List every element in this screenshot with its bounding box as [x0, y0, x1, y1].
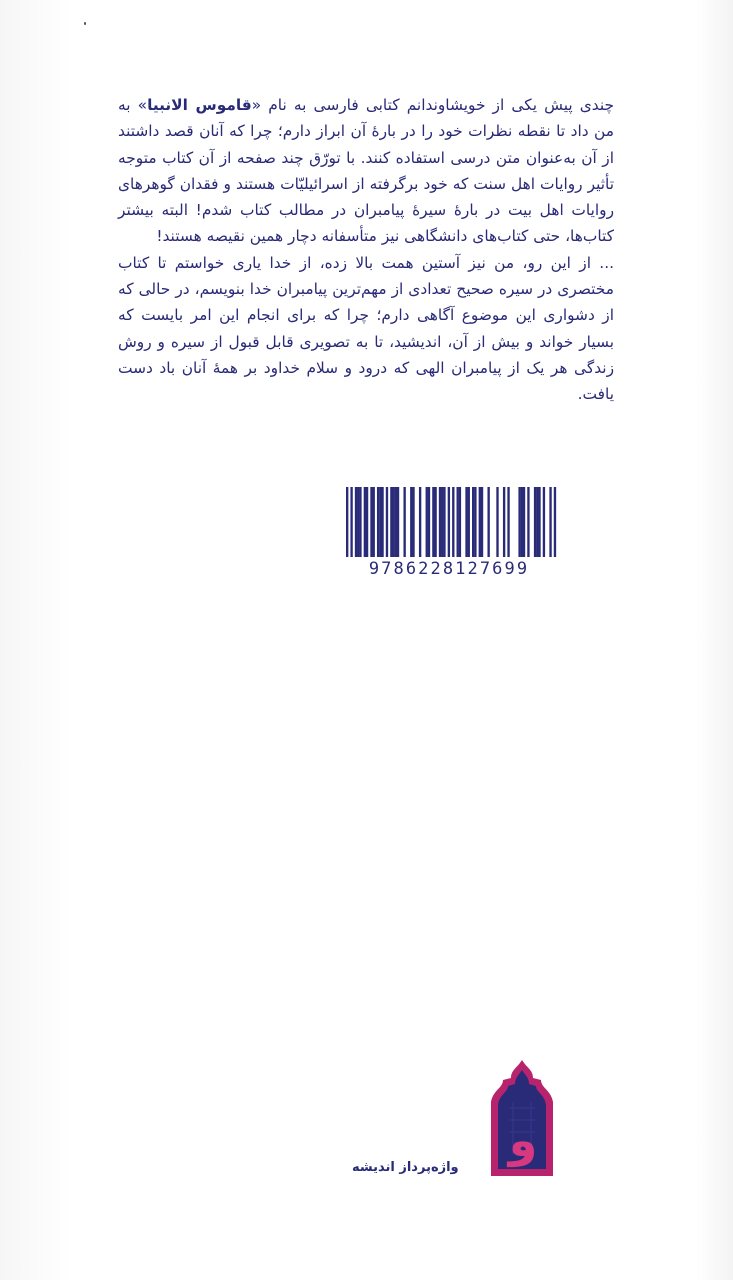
publisher-logo [487, 1058, 557, 1180]
barcode-bar [392, 487, 394, 557]
barcode-bar [496, 487, 498, 557]
barcode-bar [395, 487, 397, 557]
book-title-reference: قاموس الانبیا [147, 96, 252, 114]
barcode-bar [521, 487, 523, 557]
barcode-bar [355, 487, 357, 557]
blurb-p1-part2: » به من داد تا نقطه نظرات خود را در بارهٔ آن ابراز دارم؛ چرا که آنان قصد داشتند از آن به‌عنوان متن درسی استفاده کنند. با تورّق چند صفحه از آن کتاب متوجه تأثیر روایات اهل سنت که خود برگرفته از اسرائیلیّات هستند و فقدان گوهرهای روایات اهل بیت در بارهٔ سیرهٔ پیامبران در مطالب کتاب شدم! البته بیشتر کتاب‌ها، حتی کتاب‌های دانشگاهی نیز متأسفانه دچار همین نقیصه هستند! [118, 96, 614, 246]
barcode-bar [426, 487, 428, 557]
barcode-bar [487, 487, 489, 557]
barcode-bar [538, 487, 540, 557]
barcode-bar [379, 487, 381, 557]
barcode-bar [518, 487, 520, 557]
barcode-bar [410, 487, 412, 557]
barcode-bar [527, 487, 529, 557]
barcode-bar [479, 487, 481, 557]
barcode-bar [439, 487, 441, 557]
barcode-bar [377, 487, 379, 557]
barcode-bar [536, 487, 538, 557]
barcode-bar [468, 487, 470, 557]
blurb-paragraph-1 [118, 92, 614, 250]
barcode-bar [474, 487, 476, 557]
barcode-bar [523, 487, 525, 557]
barcode-bar [373, 487, 375, 557]
barcode-bar [434, 487, 436, 557]
dust-speck [84, 22, 86, 25]
barcode-bar [432, 487, 434, 557]
barcode-bar [534, 487, 536, 557]
barcode-bar [403, 487, 405, 557]
barcode-bar [364, 487, 366, 557]
logo-letter: و [508, 1113, 538, 1167]
barcode-bar [386, 487, 388, 557]
back-cover-blurb [118, 92, 614, 408]
barcode-bar [359, 487, 361, 557]
barcode-bar [381, 487, 383, 557]
publisher-logo-emblem [487, 1058, 557, 1180]
blurb-p1-part1: چندی پیش یکی از خویشاوندانم کتابی فارسی به نام « [251, 96, 615, 114]
barcode-bar [366, 487, 368, 557]
barcode-bar [543, 487, 545, 557]
barcode-bar [441, 487, 443, 557]
barcode-bar [390, 487, 392, 557]
barcode-bar [370, 487, 372, 557]
barcode-bar [459, 487, 461, 557]
barcode-bar [412, 487, 414, 557]
barcode-bar [397, 487, 399, 557]
barcode-bar [419, 487, 421, 557]
barcode-bar [481, 487, 483, 557]
barcode-bar [507, 487, 509, 557]
publisher-name: واژه‌پرداز اندیشه [352, 1160, 459, 1175]
barcode-bar [465, 487, 467, 557]
barcode-bar [428, 487, 430, 557]
barcode-bar [503, 487, 505, 557]
isbn-number: 9786228127699 [338, 557, 560, 581]
barcode-bar [457, 487, 459, 557]
blurb-paragraph-2: ... از این رو، من نیز آستین همت بالا زده، از خدا یاری خواستم تا کتاب مختصری در سیره صحیح تعدادی از مهم‌ترین پیامبران خدا بنویسم، در حالی که از دشواری این موضوع آگاهی دارم؛ چرا که برای انجام این امر بایست که بسیار خواند و بیش از آن، اندیشید، تا به تصویری قابل قبول از سیره و روش زندگی هر یک از پیامبران الهی که درود و سلام خداود بر همهٔ آنان باد دست یافت. [118, 253, 614, 404]
barcode-bar [443, 487, 445, 557]
barcode-bar [472, 487, 474, 557]
barcode-bar [357, 487, 359, 557]
